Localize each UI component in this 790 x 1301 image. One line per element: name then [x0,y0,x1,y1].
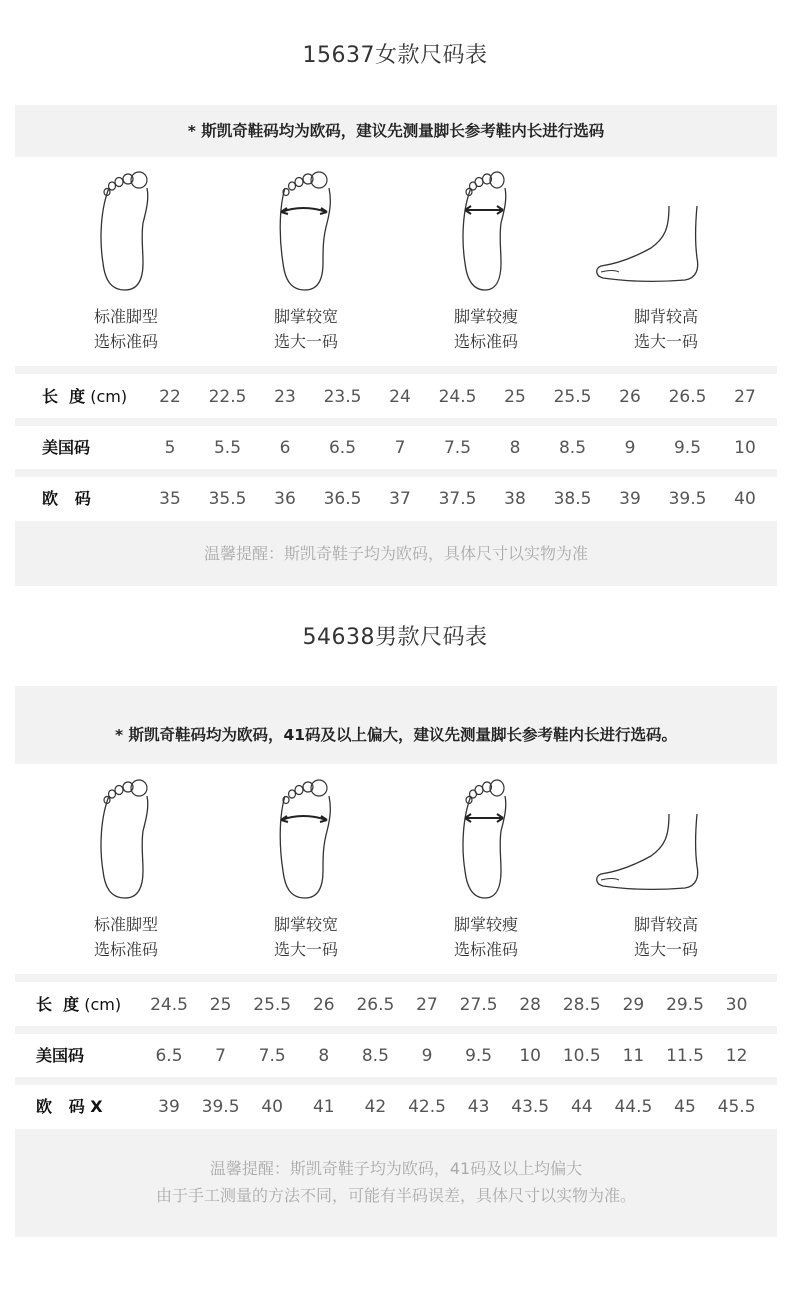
size-value-cell: 9.5 [673,438,702,458]
size-value-cell: 6 [279,438,291,458]
size-value-cell: 10 [734,438,756,458]
size-value-cell: 26 [312,995,335,1015]
size-value-cell: 7 [215,1046,226,1066]
size-value-cell: 26.5 [356,995,395,1015]
size-value-cell: 36 [274,489,296,509]
size-value-cell: 28.5 [562,995,601,1015]
size-value-cell: 45 [674,1097,696,1117]
size-value-cell: 8.5 [558,438,587,458]
men-size-chart-title: 54638男款尺码表 [302,625,488,650]
size-value-cell: 9 [421,1046,433,1066]
size-value-cell: 22 [159,387,181,407]
size-value-cell: 24 [389,387,411,407]
men-eu-size-row [15,1085,777,1129]
size-value-cell: 23.5 [323,387,362,407]
foot-type-label: 脚掌较瘦 [453,307,518,326]
size-value-cell: 38.5 [553,489,592,509]
row-label: 长 度 (cm) [42,387,128,406]
size-value-cell: 37 [389,489,411,509]
foot-type-narrow [406,776,566,962]
women-tip [15,521,777,586]
divider [15,974,777,982]
narrow-foot-icon [451,776,521,902]
foot-type-high-instep [586,776,746,962]
foot-type-advice: 选标准码 [453,332,518,351]
divider [15,366,777,374]
size-value-cell: 7 [394,438,406,458]
size-value-cell: 26 [619,387,641,407]
foot-type-wide [226,168,386,354]
wide-foot-icon [271,168,341,294]
size-value-cell: 36.5 [323,489,362,509]
size-value-cell: 35.5 [208,489,247,509]
foot-type-advice: 选大一码 [273,940,338,959]
size-value-cell: 22.5 [208,387,247,407]
size-value-cell: 25 [209,995,232,1015]
men-us-size-row [15,1034,777,1078]
size-value-cell: 10 [519,1046,541,1066]
size-value-cell: 27 [416,995,438,1015]
row-label: 美国码 [36,1046,85,1065]
foot-type-label: 脚掌较宽 [273,307,338,326]
size-value-cell: 28 [519,995,541,1015]
foot-type-high-instep [586,168,746,354]
size-value-cell: 12 [725,1046,748,1066]
high-instep-foot-icon [581,168,711,294]
size-value-cell: 27 [734,387,756,407]
size-value-cell: 42.5 [408,1097,446,1117]
foot-type-advice: 选标准码 [93,332,158,351]
tip-line: 温馨提醒：斯凯奇鞋子均为欧码，具体尺寸以实物为准 [203,544,588,563]
size-value-cell: 8 [318,1046,330,1066]
size-value-cell: 25 [504,387,526,407]
foot-type-advice: 选大一码 [273,332,338,351]
women-us-size-row [15,426,777,470]
women-length-row [15,375,777,419]
standard-foot-icon [91,168,161,294]
tip-line: 由于手工测量的方法不同，可能有半码误差，具体尺寸以实物为准。 [155,1186,636,1205]
row-label: 长 度 (cm) [36,995,122,1014]
size-value-cell: 10.5 [562,1046,601,1066]
size-value-cell: 35 [159,489,181,509]
size-value-cell: 25.5 [253,995,292,1015]
size-value-cell: 40 [734,489,756,509]
foot-type-advice: 选大一码 [633,332,698,351]
size-value-cell: 23 [274,387,296,407]
size-value-cell: 38 [504,489,526,509]
size-value-cell: 25.5 [553,387,592,407]
size-value-cell: 27.5 [459,995,498,1015]
foot-type-advice: 选大一码 [633,940,698,959]
divider [15,469,777,477]
foot-type-label: 标准脚型 [93,915,158,934]
size-value-cell: 29.5 [666,995,704,1015]
foot-type-label: 脚背较高 [633,915,698,934]
size-value-cell: 6.5 [155,1046,183,1066]
size-value-cell: 11.5 [666,1046,704,1066]
size-value-cell: 43.5 [511,1097,550,1117]
foot-type-wide [226,776,386,962]
size-value-cell: 43 [467,1097,490,1117]
foot-type-standard [46,776,206,962]
men-length-row [15,983,777,1027]
size-value-cell: 44.5 [614,1097,653,1117]
foot-type-advice: 选标准码 [453,940,518,959]
row-label: 欧 码 X [36,1097,103,1116]
size-value-cell: 40 [261,1097,283,1117]
foot-type-label: 脚背较高 [633,307,698,326]
women-size-chart-title: 15637女款尺码表 [302,43,488,68]
foot-type-narrow [406,168,566,354]
foot-type-standard [46,168,206,354]
size-value-cell: 8 [509,438,521,458]
size-value-cell: 9 [624,438,636,458]
narrow-foot-icon [451,168,521,294]
men-notice: * 斯凯奇鞋码均为欧码，41码及以上偏大，建议先测量脚长参考鞋内长进行选码。 [15,686,777,764]
foot-type-label: 脚掌较瘦 [453,915,518,934]
size-value-cell: 7.5 [258,1046,286,1066]
size-value-cell: 5 [164,438,176,458]
wide-foot-icon [271,776,341,902]
men-tip [15,1129,777,1237]
size-value-cell: 5.5 [213,438,242,458]
tip-line: 温馨提醒：斯凯奇鞋子均为欧码，41码及以上均偏大 [209,1159,583,1178]
size-value-cell: 24.5 [438,387,477,407]
size-value-cell: 39 [158,1097,180,1117]
size-value-cell: 11 [622,1046,645,1066]
size-value-cell: 39 [619,489,641,509]
foot-type-label: 标准脚型 [93,307,158,326]
size-value-cell: 45.5 [717,1097,756,1117]
divider [15,1077,777,1085]
size-value-cell: 30 [725,995,748,1015]
foot-type-advice: 选标准码 [93,940,158,959]
foot-type-label: 脚掌较宽 [273,915,338,934]
size-value-cell: 24.5 [150,995,188,1015]
size-value-cell: 41 [312,1097,335,1117]
size-value-cell: 29 [622,995,645,1015]
size-value-cell: 42 [364,1097,387,1117]
divider [15,1026,777,1034]
size-value-cell: 39.5 [201,1097,240,1117]
size-value-cell: 39.5 [668,489,707,509]
size-value-cell: 37.5 [438,489,477,509]
row-label: 美国码 [42,438,91,457]
size-value-cell: 26.5 [668,387,707,407]
standard-foot-icon [91,776,161,902]
women-eu-size-row [15,477,777,521]
divider [15,418,777,426]
row-label: 欧 码 [42,489,91,508]
high-instep-foot-icon [581,776,711,902]
size-value-cell: 44 [570,1097,593,1117]
size-value-cell: 6.5 [328,438,357,458]
size-value-cell: 8.5 [361,1046,389,1066]
size-value-cell: 7.5 [443,438,472,458]
size-value-cell: 9.5 [465,1046,493,1066]
women-notice: * 斯凯奇鞋码均为欧码，建议先测量脚长参考鞋内长进行选码 [15,105,777,157]
